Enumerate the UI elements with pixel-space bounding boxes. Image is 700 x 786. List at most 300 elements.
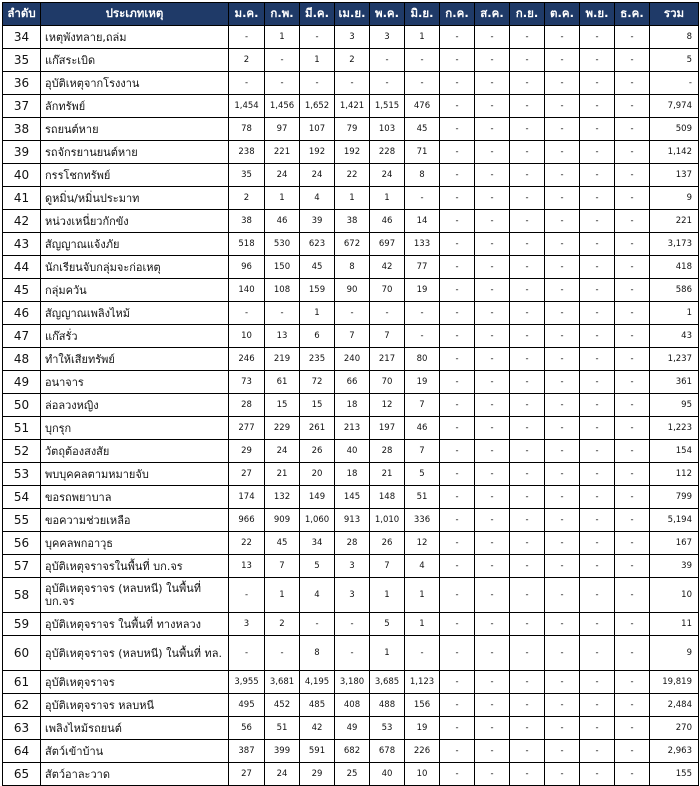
month-value: -: [440, 578, 475, 613]
incident-type: สัญญาณแจ้งภัย: [41, 233, 229, 256]
month-value: 97: [265, 118, 300, 141]
month-value: 2: [335, 49, 370, 72]
month-value: -: [440, 763, 475, 786]
row-number: 48: [3, 348, 41, 371]
month-value: -: [580, 371, 615, 394]
month-value: -: [545, 72, 580, 95]
month-value: -: [475, 486, 510, 509]
incident-type: ขอรถพยาบาล: [41, 486, 229, 509]
month-value: -: [615, 141, 650, 164]
row-number: 49: [3, 371, 41, 394]
month-value: -: [615, 118, 650, 141]
month-value: 45: [405, 118, 440, 141]
month-value: 19: [405, 371, 440, 394]
month-value: -: [440, 256, 475, 279]
month-value: -: [615, 72, 650, 95]
row-number: 36: [3, 72, 41, 95]
month-value: 150: [265, 256, 300, 279]
month-value: 38: [335, 210, 370, 233]
month-value: 5: [370, 613, 405, 636]
month-value: 78: [229, 118, 265, 141]
incident-type: สัญญาณเพลิงไหม้: [41, 302, 229, 325]
incident-type: เหตุพังทลาย,ถล่ม: [41, 26, 229, 49]
month-value: -: [510, 578, 545, 613]
month-value: 219: [265, 348, 300, 371]
month-value: -: [440, 717, 475, 740]
column-header: พ.ย.: [580, 3, 615, 26]
month-value: -: [475, 118, 510, 141]
month-value: -: [510, 118, 545, 141]
month-value: 1: [300, 302, 335, 325]
month-value: -: [615, 49, 650, 72]
table-row: [3, 256, 699, 279]
month-value: -: [510, 671, 545, 694]
month-value: -: [440, 279, 475, 302]
month-value: -: [510, 164, 545, 187]
row-number: 65: [3, 763, 41, 786]
month-value: -: [475, 141, 510, 164]
month-value: -: [440, 463, 475, 486]
month-value: 495: [229, 694, 265, 717]
month-value: 13: [229, 555, 265, 578]
month-value: 1,454: [229, 95, 265, 118]
row-total: 9: [650, 187, 699, 210]
month-value: -: [229, 636, 265, 671]
month-value: 8: [335, 256, 370, 279]
month-value: -: [440, 486, 475, 509]
month-value: 29: [229, 440, 265, 463]
month-value: -: [545, 509, 580, 532]
table-row: [3, 394, 699, 417]
month-value: -: [475, 210, 510, 233]
month-value: -: [545, 578, 580, 613]
month-value: -: [229, 26, 265, 49]
incident-type: อุบัติเหตุจากโรงงาน: [41, 72, 229, 95]
month-value: -: [580, 141, 615, 164]
month-value: -: [475, 694, 510, 717]
month-value: 148: [370, 486, 405, 509]
table-row: [3, 302, 699, 325]
month-value: 213: [335, 417, 370, 440]
row-number: 35: [3, 49, 41, 72]
month-value: 192: [335, 141, 370, 164]
month-value: 6: [300, 325, 335, 348]
month-value: 156: [405, 694, 440, 717]
month-value: -: [405, 49, 440, 72]
row-total: 509: [650, 118, 699, 141]
month-value: -: [440, 141, 475, 164]
month-value: -: [510, 187, 545, 210]
month-value: 1: [300, 49, 335, 72]
row-number: 56: [3, 532, 41, 555]
row-number: 62: [3, 694, 41, 717]
table-row: [3, 763, 699, 786]
month-value: 22: [229, 532, 265, 555]
month-value: -: [335, 302, 370, 325]
month-value: -: [440, 555, 475, 578]
month-value: -: [265, 636, 300, 671]
month-value: -: [265, 302, 300, 325]
month-value: -: [580, 555, 615, 578]
month-value: 1,123: [405, 671, 440, 694]
incident-type: เพลิงไหม้รถยนต์: [41, 717, 229, 740]
incident-type: สัตว์อาละวาด: [41, 763, 229, 786]
month-value: -: [615, 532, 650, 555]
month-value: -: [300, 72, 335, 95]
incident-type: รถจักรยานยนต์หาย: [41, 141, 229, 164]
month-value: -: [615, 348, 650, 371]
month-value: -: [545, 187, 580, 210]
month-value: 90: [335, 279, 370, 302]
month-value: -: [615, 417, 650, 440]
table-row: [3, 671, 699, 694]
row-total: 1: [650, 302, 699, 325]
month-value: -: [475, 325, 510, 348]
month-value: -: [440, 348, 475, 371]
month-value: -: [580, 394, 615, 417]
row-total: 7,974: [650, 95, 699, 118]
month-value: -: [475, 279, 510, 302]
month-value: 19: [405, 717, 440, 740]
month-value: -: [580, 210, 615, 233]
month-value: -: [545, 394, 580, 417]
month-value: 73: [229, 371, 265, 394]
month-value: -: [615, 636, 650, 671]
month-value: 28: [370, 440, 405, 463]
incident-type: แก๊สระเบิด: [41, 49, 229, 72]
month-value: -: [510, 141, 545, 164]
month-value: -: [545, 26, 580, 49]
month-value: 697: [370, 233, 405, 256]
row-total: 5,194: [650, 509, 699, 532]
incident-type: บุคคลพกอาวุธ: [41, 532, 229, 555]
month-value: -: [615, 95, 650, 118]
month-value: -: [580, 256, 615, 279]
month-value: 29: [300, 763, 335, 786]
month-value: 1: [370, 636, 405, 671]
month-value: -: [545, 740, 580, 763]
row-total: 19,819: [650, 671, 699, 694]
month-value: 240: [335, 348, 370, 371]
month-value: -: [545, 694, 580, 717]
incident-type: สัตว์เข้าบ้าน: [41, 740, 229, 763]
row-total: 10: [650, 578, 699, 613]
row-number: 51: [3, 417, 41, 440]
month-value: 1,010: [370, 509, 405, 532]
month-value: -: [545, 613, 580, 636]
month-value: 56: [229, 717, 265, 740]
table-row: [3, 118, 699, 141]
month-value: 1: [370, 578, 405, 613]
incident-type: อุบัติเหตุจราจร หลบหนี: [41, 694, 229, 717]
month-value: -: [405, 302, 440, 325]
incident-type: อุบัติเหตุจราจร (หลบหนี) ในพื้นที่ บก.จร: [41, 578, 229, 613]
month-value: -: [545, 555, 580, 578]
month-value: 24: [300, 164, 335, 187]
month-value: -: [440, 118, 475, 141]
month-value: -: [405, 325, 440, 348]
month-value: 476: [405, 95, 440, 118]
month-value: -: [545, 118, 580, 141]
month-value: 1: [405, 578, 440, 613]
month-value: 25: [335, 763, 370, 786]
month-value: 1: [335, 187, 370, 210]
month-value: 1,652: [300, 95, 335, 118]
month-value: 53: [370, 717, 405, 740]
month-value: -: [615, 371, 650, 394]
month-value: 45: [300, 256, 335, 279]
month-value: -: [580, 72, 615, 95]
month-value: 145: [335, 486, 370, 509]
month-value: -: [475, 72, 510, 95]
month-value: -: [545, 371, 580, 394]
month-value: 70: [370, 279, 405, 302]
month-value: 1: [265, 578, 300, 613]
row-total: 137: [650, 164, 699, 187]
month-value: 3: [335, 26, 370, 49]
month-value: -: [475, 578, 510, 613]
month-value: -: [615, 486, 650, 509]
month-value: 80: [405, 348, 440, 371]
month-value: -: [545, 717, 580, 740]
month-value: 678: [370, 740, 405, 763]
month-value: -: [405, 72, 440, 95]
month-value: -: [580, 717, 615, 740]
month-value: -: [510, 509, 545, 532]
month-value: -: [440, 417, 475, 440]
month-value: -: [615, 325, 650, 348]
month-value: 70: [370, 371, 405, 394]
month-value: 5: [405, 463, 440, 486]
month-value: 103: [370, 118, 405, 141]
month-value: 1: [405, 613, 440, 636]
month-value: 217: [370, 348, 405, 371]
month-value: 24: [370, 164, 405, 187]
month-value: -: [370, 302, 405, 325]
month-value: 51: [405, 486, 440, 509]
month-value: 18: [335, 463, 370, 486]
month-value: -: [440, 302, 475, 325]
month-value: -: [510, 532, 545, 555]
month-value: 133: [405, 233, 440, 256]
month-value: 42: [370, 256, 405, 279]
month-value: -: [510, 486, 545, 509]
month-value: 3,180: [335, 671, 370, 694]
month-value: 149: [300, 486, 335, 509]
month-value: -: [580, 118, 615, 141]
month-value: -: [229, 302, 265, 325]
month-value: -: [580, 509, 615, 532]
month-value: 18: [335, 394, 370, 417]
month-value: 3: [335, 578, 370, 613]
month-value: 24: [265, 763, 300, 786]
month-value: -: [580, 740, 615, 763]
table-row: [3, 417, 699, 440]
month-value: -: [405, 187, 440, 210]
month-value: 21: [265, 463, 300, 486]
month-value: 221: [265, 141, 300, 164]
month-value: 49: [335, 717, 370, 740]
month-value: -: [475, 394, 510, 417]
month-value: -: [475, 463, 510, 486]
month-value: 40: [370, 763, 405, 786]
month-value: -: [615, 763, 650, 786]
month-value: -: [545, 486, 580, 509]
month-value: -: [545, 763, 580, 786]
month-value: -: [580, 233, 615, 256]
table-row: [3, 210, 699, 233]
month-value: -: [475, 348, 510, 371]
row-total: 9: [650, 636, 699, 671]
month-value: 229: [265, 417, 300, 440]
month-value: 107: [300, 118, 335, 141]
month-value: 228: [370, 141, 405, 164]
incident-type: บุกรุก: [41, 417, 229, 440]
month-value: -: [510, 463, 545, 486]
month-value: -: [440, 694, 475, 717]
column-header: เม.ย.: [335, 3, 370, 26]
month-value: -: [545, 671, 580, 694]
month-value: 5: [300, 555, 335, 578]
month-value: 3,955: [229, 671, 265, 694]
month-value: 1: [405, 26, 440, 49]
month-value: -: [265, 72, 300, 95]
column-header: รวม: [650, 3, 699, 26]
month-value: -: [440, 95, 475, 118]
table-row: [3, 532, 699, 555]
table-header-row: [3, 3, 699, 26]
month-value: -: [545, 279, 580, 302]
table-row: [3, 613, 699, 636]
month-value: 10: [229, 325, 265, 348]
column-header: มี.ค.: [300, 3, 335, 26]
row-total: 95: [650, 394, 699, 417]
row-total: 167: [650, 532, 699, 555]
month-value: -: [475, 417, 510, 440]
column-header: ก.ย.: [510, 3, 545, 26]
incident-statistics-table: [2, 2, 699, 786]
month-value: 14: [405, 210, 440, 233]
month-value: -: [545, 233, 580, 256]
month-value: -: [475, 509, 510, 532]
month-value: 408: [335, 694, 370, 717]
row-number: 60: [3, 636, 41, 671]
month-value: -: [545, 532, 580, 555]
month-value: 26: [370, 532, 405, 555]
month-value: -: [475, 636, 510, 671]
month-value: 913: [335, 509, 370, 532]
month-value: -: [510, 325, 545, 348]
month-value: -: [580, 463, 615, 486]
row-total: 155: [650, 763, 699, 786]
table-row: [3, 717, 699, 740]
incident-type: อุบัติเหตุจราจร ในพื้นที่ ทางหลวง: [41, 613, 229, 636]
month-value: -: [545, 141, 580, 164]
month-value: -: [545, 49, 580, 72]
month-value: -: [615, 26, 650, 49]
month-value: -: [475, 49, 510, 72]
month-value: 336: [405, 509, 440, 532]
column-header: มิ.ย.: [405, 3, 440, 26]
month-value: -: [510, 613, 545, 636]
incident-type: อุบัติเหตุจราจรในพื้นที่ บก.จร: [41, 555, 229, 578]
month-value: -: [475, 555, 510, 578]
month-value: -: [545, 95, 580, 118]
month-value: -: [440, 26, 475, 49]
table-row: [3, 325, 699, 348]
month-value: -: [510, 371, 545, 394]
month-value: 108: [265, 279, 300, 302]
table-row: [3, 49, 699, 72]
month-value: -: [510, 279, 545, 302]
row-total: 5: [650, 49, 699, 72]
month-value: -: [580, 532, 615, 555]
month-value: -: [510, 694, 545, 717]
row-total: 3,173: [650, 233, 699, 256]
month-value: -: [475, 371, 510, 394]
month-value: -: [545, 463, 580, 486]
month-value: 672: [335, 233, 370, 256]
month-value: -: [440, 532, 475, 555]
month-value: 3,681: [265, 671, 300, 694]
month-value: -: [580, 613, 615, 636]
month-value: -: [510, 440, 545, 463]
table-row: [3, 578, 699, 613]
row-total: 112: [650, 463, 699, 486]
month-value: 277: [229, 417, 265, 440]
row-total: 8: [650, 26, 699, 49]
table-row: [3, 279, 699, 302]
month-value: -: [475, 740, 510, 763]
month-value: -: [615, 509, 650, 532]
month-value: -: [440, 509, 475, 532]
table-row: [3, 694, 699, 717]
month-value: 8: [405, 164, 440, 187]
row-number: 34: [3, 26, 41, 49]
row-total: 43: [650, 325, 699, 348]
month-value: 3: [335, 555, 370, 578]
month-value: 7: [265, 555, 300, 578]
month-value: 3: [370, 26, 405, 49]
month-value: -: [440, 671, 475, 694]
month-value: 7: [370, 325, 405, 348]
table-row: [3, 348, 699, 371]
row-number: 54: [3, 486, 41, 509]
month-value: 246: [229, 348, 265, 371]
month-value: -: [545, 417, 580, 440]
month-value: 19: [405, 279, 440, 302]
month-value: -: [440, 440, 475, 463]
row-total: 586: [650, 279, 699, 302]
month-value: -: [580, 578, 615, 613]
month-value: -: [615, 302, 650, 325]
month-value: -: [300, 613, 335, 636]
month-value: -: [510, 717, 545, 740]
month-value: -: [510, 394, 545, 417]
month-value: 387: [229, 740, 265, 763]
table-row: [3, 187, 699, 210]
month-value: -: [370, 49, 405, 72]
month-value: -: [229, 578, 265, 613]
month-value: -: [440, 394, 475, 417]
month-value: -: [510, 740, 545, 763]
month-value: -: [580, 486, 615, 509]
month-value: -: [580, 49, 615, 72]
month-value: -: [440, 613, 475, 636]
incident-type: อุบัติเหตุจราจร (หลบหนี) ในพื้นที่ ทล.: [41, 636, 229, 671]
month-value: 2: [265, 613, 300, 636]
month-value: -: [545, 440, 580, 463]
